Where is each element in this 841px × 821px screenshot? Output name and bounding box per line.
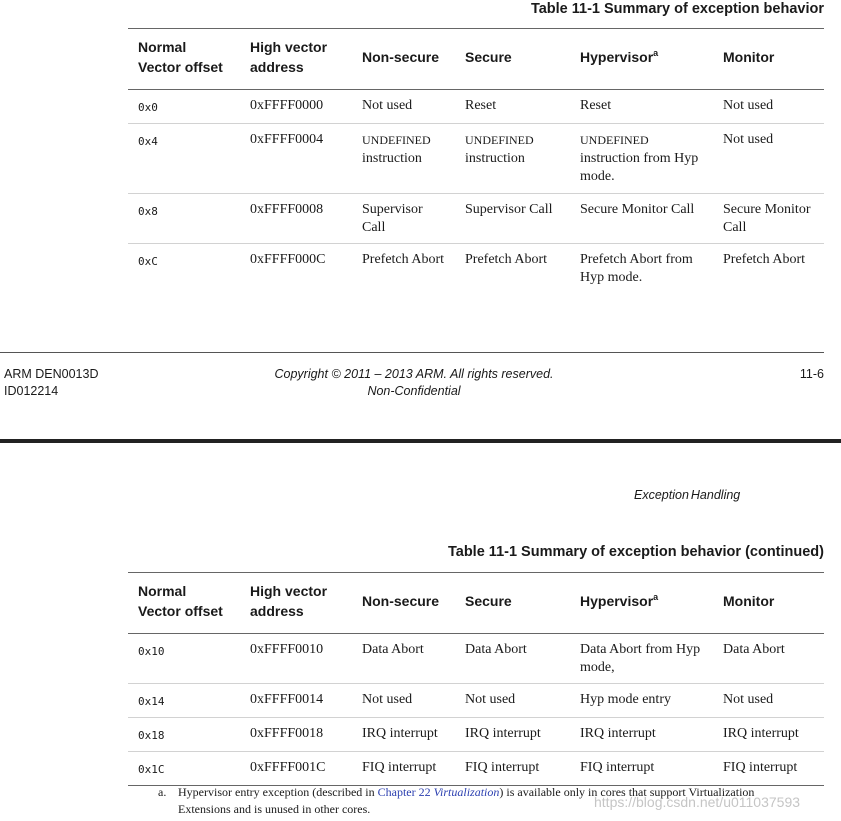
footer-divider bbox=[0, 352, 824, 353]
secure-cell: Prefetch Abort bbox=[465, 252, 548, 267]
header-vector-offset: Normal Vector offset bbox=[128, 29, 240, 90]
watermark: https://blog.csdn.net/u011037593 bbox=[594, 794, 801, 810]
hypervisor-cell: Reset bbox=[570, 90, 713, 124]
non-secure-cell: Not used bbox=[352, 90, 455, 124]
secure-cell: Reset bbox=[455, 90, 570, 124]
header-vector-offset: Normal Vector offset bbox=[128, 573, 240, 634]
footnote-marker: a bbox=[653, 592, 659, 602]
footnote-marker: a bbox=[653, 48, 659, 58]
table-footnote: a. Hypervisor entry exception (described in Chapter 22 Virtualization) is available only in cores that support Virtualization Extensions and is unused in other cores. bbox=[158, 785, 755, 816]
hypervisor-cell: UNDEFINED instruction from Hyp mode. bbox=[570, 124, 713, 194]
table-row bbox=[128, 684, 824, 718]
vector-offset-cell: 0x14 bbox=[128, 684, 240, 718]
table-row bbox=[128, 194, 824, 244]
table-caption: Table 11-1 Summary of exception behavior bbox=[530, 1, 824, 17]
chapter-title-link[interactable]: Virtualization bbox=[433, 785, 500, 799]
table-row bbox=[128, 718, 824, 752]
running-header: Exception Handling bbox=[634, 488, 741, 502]
table-row bbox=[128, 124, 824, 194]
vector-offset-cell: 0xC bbox=[138, 255, 158, 268]
header-non-secure: Non-secure bbox=[352, 29, 455, 90]
vector-offset-cell: 0x8 bbox=[128, 194, 240, 244]
document-id: ARM DEN0013D ID012214 bbox=[4, 367, 99, 398]
vector-offset-cell: 0x0 bbox=[128, 90, 240, 124]
page-number: 11-6 bbox=[799, 367, 824, 381]
hypervisor-cell: IRQ interrupt bbox=[570, 718, 713, 752]
non-secure-cell: Data Abort bbox=[352, 634, 455, 684]
secure-cell: Data Abort bbox=[455, 634, 570, 684]
hypervisor-cell: Secure Monitor Call bbox=[570, 194, 713, 244]
header-non-secure: Non-secure bbox=[352, 573, 455, 634]
page-break-bar bbox=[0, 439, 841, 443]
header-hypervisor: Hypervisor$^a$ bbox=[570, 29, 713, 90]
high-address-cell: 0xFFFF0008 bbox=[240, 194, 352, 244]
non-secure-cell: FIQ interrupt bbox=[352, 752, 455, 786]
monitor-cell: Not used bbox=[713, 124, 824, 194]
secure-cell: FIQ interrupt bbox=[455, 752, 570, 786]
monitor-cell: Prefetch Abort bbox=[723, 252, 806, 267]
header-secure: Secure bbox=[455, 573, 570, 634]
table-header-row bbox=[128, 573, 824, 634]
high-address-cell: 0xFFFF000C bbox=[250, 252, 326, 267]
monitor-cell: Not used bbox=[713, 90, 824, 124]
monitor-cell: Data Abort bbox=[713, 634, 824, 684]
header-monitor: Monitor bbox=[713, 573, 824, 634]
non-secure-cell: IRQ interrupt bbox=[352, 718, 455, 752]
table-row bbox=[128, 244, 824, 294]
hypervisor-cell: Data Abort from Hyp mode, bbox=[570, 634, 713, 684]
secure-cell: Not used bbox=[455, 684, 570, 718]
secure-cell: IRQ interrupt bbox=[455, 718, 570, 752]
monitor-cell: FIQ interrupt bbox=[713, 752, 824, 786]
secure-cell: UNDEFINED instruction bbox=[455, 124, 570, 194]
table-caption-continued: Table 11-1 Summary of exception behavior (continued) bbox=[447, 544, 824, 560]
header-high-vector-address: High vector address bbox=[240, 29, 352, 90]
table-row bbox=[128, 90, 824, 124]
hypervisor-cell: Hyp mode entry bbox=[570, 684, 713, 718]
high-address-cell: 0xFFFF0000 bbox=[240, 90, 352, 124]
hypervisor-cell: Prefetch Abort from Hyp mode. bbox=[580, 252, 693, 285]
monitor-cell: Not used bbox=[713, 684, 824, 718]
vector-offset-cell: 0x1C bbox=[128, 752, 240, 786]
header-secure: Secure bbox=[455, 29, 570, 90]
monitor-cell: IRQ interrupt bbox=[713, 718, 824, 752]
copyright-notice: Copyright © 2011 – 2013 ARM. All rights reserved. Non-Confidential bbox=[274, 367, 554, 398]
non-secure-cell: Not used bbox=[352, 684, 455, 718]
non-secure-cell: Prefetch Abort bbox=[362, 252, 445, 267]
table-row bbox=[128, 634, 824, 684]
table-row bbox=[128, 752, 824, 786]
header-monitor: Monitor bbox=[713, 29, 824, 90]
header-hypervisor: Hypervisor$^a$ bbox=[570, 573, 713, 634]
high-address-cell: 0xFFFF0004 bbox=[240, 124, 352, 194]
exception-table-continued bbox=[128, 572, 824, 786]
monitor-cell: Secure Monitor Call bbox=[713, 194, 824, 244]
high-address-cell: 0xFFFF001C bbox=[240, 752, 352, 786]
high-address-cell: 0xFFFF0018 bbox=[240, 718, 352, 752]
vector-offset-cell: 0x10 bbox=[128, 634, 240, 684]
footnote-label: a. bbox=[158, 785, 167, 799]
table-header-row bbox=[128, 29, 824, 90]
secure-cell: Supervisor Call bbox=[455, 194, 570, 244]
exception-table bbox=[128, 28, 824, 294]
non-secure-cell: Supervisor Call bbox=[352, 194, 455, 244]
non-secure-cell: UNDEFINED instruction bbox=[352, 124, 455, 194]
hypervisor-cell: FIQ interrupt bbox=[570, 752, 713, 786]
high-address-cell: 0xFFFF0014 bbox=[240, 684, 352, 718]
high-address-cell: 0xFFFF0010 bbox=[240, 634, 352, 684]
vector-offset-cell: 0x4 bbox=[128, 124, 240, 194]
chapter-link[interactable]: Chapter 22 bbox=[377, 785, 431, 799]
header-high-vector-address: High vector address bbox=[240, 573, 352, 634]
vector-offset-cell: 0x18 bbox=[128, 718, 240, 752]
